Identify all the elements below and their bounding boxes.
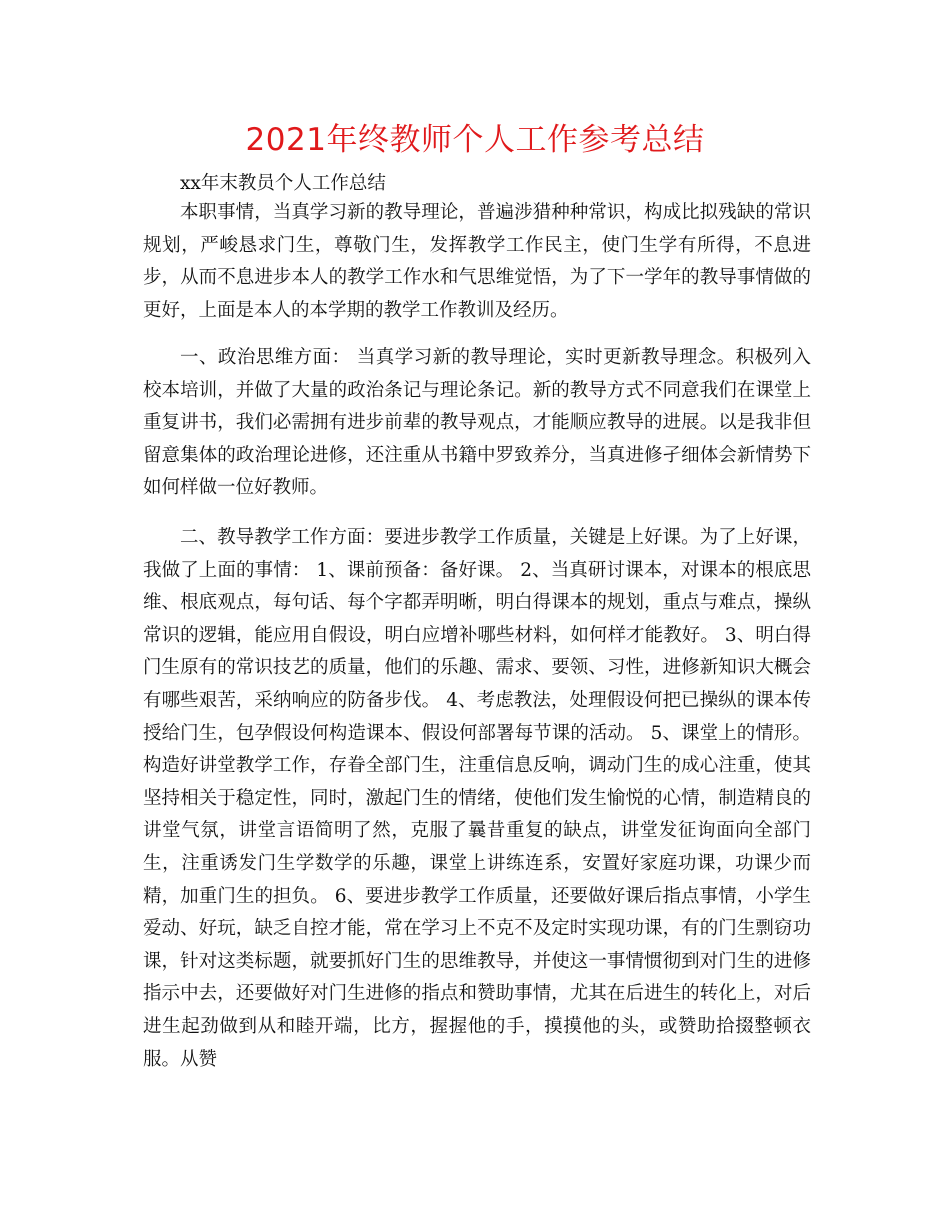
paragraph-political-thought: 一、政治思维方面： 当真学习新的教导理论，实时更新教导理念。积极列入校本培训，并做了大量的政治条记与理论条记。新的教导方式不同意我们在课堂上重复讲书，我们必需拥有进步前辈的教导观点，才能顺应教导的进展。以是我非但留意集体的政治理论进修，还注重从书籍中罗致养分，当真进修孑细体会新情势下如何样做一位好教师。 — [143, 347, 811, 499]
document-title: 2021年终教师个人工作参考总结 — [245, 122, 705, 158]
paragraph-teaching-work: 二、教导教学工作方面：要进步教学工作质量，关键是上好课。为了上好课，我做了上面的事情： 1、课前预备：备好课。 2、当真研讨课本，对课本的根底思维、根底观点，每句话、每个字都弄明晰，明白得课本的规划，重点与难点，操纵常识的逻辑，能应用自假设，明白应增补哪些材料，如何样才能教好。 3、明白得门生原有的常识技艺的质量，他们的乐趣、需求、要领、习性，进修新知识大概会有哪些艰苦，采纳响应的防备步伐。 4、考虑教法，处理假设何把已操纵的课本传授给门生，包孕假设何构造课本、假设何部署每节课的活动。 5、课堂上的情形。构造好讲堂教学工作，存眷全部门生，注重信息反响，调动门生的成心注重，使其坚持相关于稳定性，同时，激起门生的情绪，使他们发生愉悦的心情，制造精良的讲堂气氛，讲堂言语简明了然，克服了曩昔重复的缺点，讲堂发征询面向全部门生，注重诱发门生学数学的乐趣，课堂上讲练连系，安置好家庭功课，功课少而精，加重门生的担负。 6、要进步教学工作质量，还要做好课后指点事情，小学生爱动、好玩，缺乏自控才能，常在学习上不克不及定时实现功课，有的门生剽窃功课，针对这类标题，就要抓好门生的思维教导，并使这一事情惯彻到对门生的进修指示中去，还要做好对门生进修的指点和赞助事情，尤其在后进生的转化上，对后进生起劲做到从和睦开端，比方，握握他的手，摸摸他的头，或赞助拾掇整顿衣服。从赞 — [143, 527, 811, 1070]
paragraph-intro: 本职事情，当真学习新的教导理论，普遍涉猎种种常识，构成比拟残缺的常识规划，严峻恳求门生，尊敬门生，发挥教学工作民主，使门生学有所得，不息进步，从而不息进步本人的教学工作水和气思维觉悟，为了下一学年的教导事情做的更好，上面是本人的本学期的教学工作教训及经历。 — [143, 202, 811, 321]
document-subtitle: xx年末教员个人工作总结 — [180, 173, 386, 194]
